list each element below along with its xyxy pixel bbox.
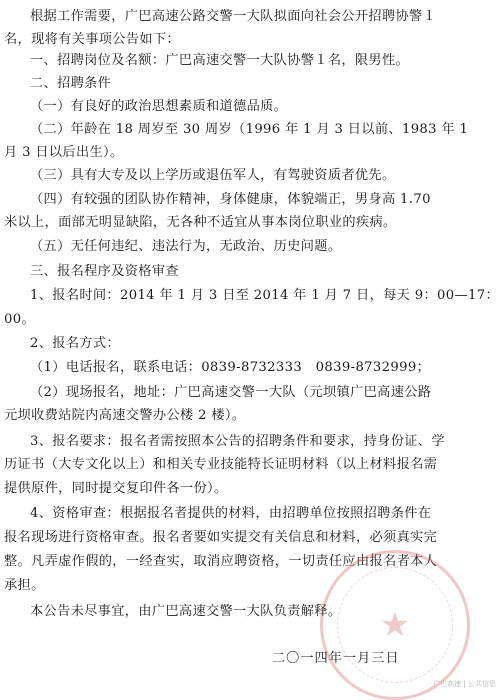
body-line: 3、报名要求：报名者需按照本公告的招聘条件和要求，持身份证、学 bbox=[30, 434, 445, 449]
body-line: 2、报名方式： bbox=[30, 336, 120, 351]
body-line: 元坝收费站院内高速交警办公楼 2 楼）。 bbox=[4, 408, 246, 423]
body-line: 4、资格审查：根据报名者提供的材料，由招聘单位按照招聘条件在 bbox=[30, 506, 432, 521]
body-line: 提供原件，同时提交复印件各一份）。 bbox=[4, 481, 228, 496]
body-line: 承担。 bbox=[4, 578, 45, 593]
section-heading: 三、报名程序及资格审查 bbox=[30, 264, 179, 279]
body-line: 米以上，面部无明显缺陷，无各种不适宜从事本岗位职业的疾病。 bbox=[4, 215, 397, 230]
body-line: （2）现场报名，地址：广巴高速交警一大队（元坝镇广巴高速公路 bbox=[30, 385, 432, 400]
body-line: 1、报名时间：2014 年 1 月 3 日至 2014 年 1 月 7 日，每天 9：00—17： bbox=[30, 288, 500, 303]
body-line: （三）具有大专及以上学历或退伍军人，有驾驶资质者优先。 bbox=[30, 168, 396, 183]
body-line: （五）无任何违纪、违法行为，无政治、历史问题。 bbox=[30, 239, 342, 254]
official-seal-stamp bbox=[320, 550, 470, 700]
body-line: 00。 bbox=[4, 312, 36, 327]
body-line: 名，现将有关事项公告如下： bbox=[4, 32, 180, 47]
body-line: （二）年龄在 18 周岁至 30 周岁（1996 年 1 月 3 日以前、1983 年 1 bbox=[30, 122, 469, 137]
section-heading: 一、招聘岗位及名额：广巴高速交警一大队协警１名，限男性。 bbox=[30, 53, 410, 68]
closing-line: 本公告未尽事宜，由广巴高速交警一大队负责解释。 bbox=[30, 604, 342, 619]
issue-date: 二〇一四年一月三日 bbox=[272, 651, 400, 666]
body-line: （一）有良好的政治思想素质和道德品质。 bbox=[30, 99, 288, 114]
watermark: 广巴高速 | 公共信息 bbox=[433, 680, 496, 688]
seal-star-icon: ★ bbox=[379, 605, 411, 645]
section-heading: 二、招聘条件 bbox=[30, 76, 112, 91]
body-line: 整。凡弄虚作假的，一经查实，取消应聘资格，一切责任应由报名者本人 bbox=[4, 554, 438, 569]
body-line: 报名现场进行资格审查。报名者要如实提交有关信息和材料，必须真实完 bbox=[4, 530, 438, 545]
body-line: 月 3 日以后出生）。 bbox=[4, 145, 124, 160]
body-line: （四）有较强的团队协作精神，身体健康，体貌端正，男身高 1.70 bbox=[30, 192, 431, 207]
body-line: 历证书（大专文化以上）和相关专业技能特长证明材料（以上材料报名需 bbox=[4, 457, 438, 472]
body-line: 根据工作需要，广巴高速公路交警一大队拟面向社会公开招聘协警１ bbox=[30, 9, 437, 24]
body-line: （1）电话报名，联系电话：0839-8732333 0839-8732999； bbox=[30, 360, 431, 375]
